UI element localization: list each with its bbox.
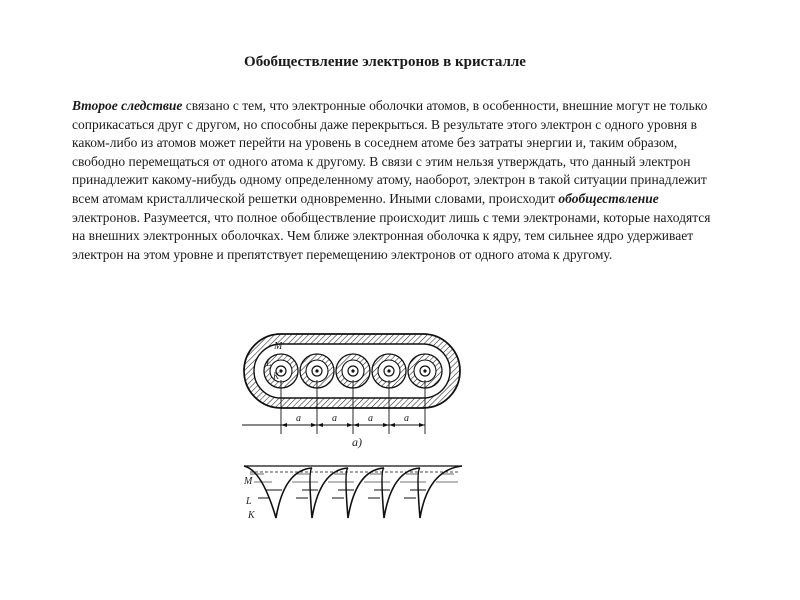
paragraph-text-2: электронов. Разумеется, что полное обобществление происходит лишь с теми электронами, которые находятся на внешних электронных оболочках. Чем ближе электронная оболочка к ядру, тем сильнее ядро удерживает электрон на этом уровне и препятствует перемещению электронов от одного атома к другому. (72, 209, 711, 262)
paragraph-text-1: связано с тем, что электронные оболочки атомов, в особенности, внешние могут не только соприкасаться друг с другом, но способны даже перекрыться. В результате этого электрон с одного уровня в каком-либо из атомов может перейти на уровень в соседнем атоме без затраты энергии и, таким образом, свободно перемещаться от одного атома к другому. В связи с этим нельзя утверждать, что данный электрон принадлежит какому-нибудь одному определенному атому, наоборот, электрон в такой ситуации принадлежит всем атомам кристаллической решетки одновременно. Иными словами, происходит (72, 98, 708, 206)
figure-caption: а) (352, 435, 362, 449)
spacing-label-3: a (368, 413, 373, 424)
crystal-figure (236, 322, 476, 532)
label-k-well: K (248, 510, 255, 521)
spacing-label-2: a (332, 413, 337, 424)
potential-well-diagram (243, 466, 462, 521)
label-k-top: K (273, 371, 280, 381)
label-m-top: M (274, 341, 283, 352)
potential-curve (244, 466, 462, 518)
label-l-top: L (266, 358, 272, 369)
label-m-well: M (244, 476, 253, 487)
label-l-well: L (246, 496, 252, 507)
emphasis-term: обобществление (558, 190, 659, 206)
figure-svg (236, 322, 476, 532)
atom-chain-diagram (244, 334, 460, 408)
spacing-label-1: a (296, 413, 301, 424)
page-title: Обобществление электронов в кристалле (244, 54, 526, 70)
body-paragraph (72, 97, 712, 264)
spacing-label-4: a (404, 413, 409, 424)
lead-term: Второе следствие (72, 98, 183, 113)
